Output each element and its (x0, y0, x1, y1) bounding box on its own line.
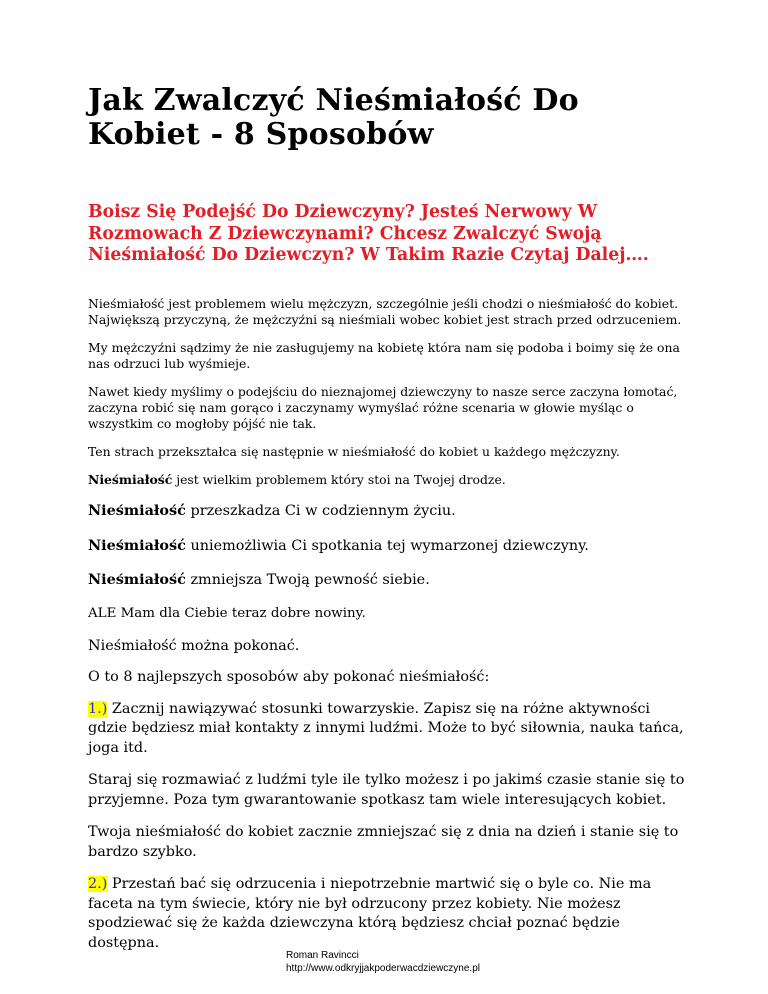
bold-term: Nieśmiałość (88, 502, 186, 519)
footer-url[interactable]: http://www.odkryjjakpoderwacdziewczyne.pl (286, 962, 480, 974)
bold-term: Nieśmiałość (88, 571, 186, 588)
paragraph-transform: Ten strach przekształca się następnie w nieśmiałość do kobiet u każdego mężczyzny. (88, 444, 620, 459)
document-title: Jak Zwalczyć Nieśmiałość Do Kobiet - 8 Sposobów (88, 83, 579, 152)
paragraph-intro: Nieśmiałość jest problemem wielu mężczyzn, szczególnie jeśli chodzi o nieśmiałość do kobiet. Największą przyczyną, że mężczyźni są nieśmiali wobec kobiet jest strach przed odrzuceniem. (88, 296, 682, 327)
paragraph-text: Przestań bać się odrzucenia i niepotrzebnie martwić się o byle co. Nie ma faceta na tym świecie, który nie był odrzucony przez kobiety. Nie możesz spodziewać się że każda dziewczyna którą będziesz chciał poznać będzie dostępna. (88, 876, 652, 951)
document-body (88, 296, 688, 953)
paragraph-eight-ways: O to 8 najlepszych sposobów aby pokonać nieśmiałość: (88, 669, 490, 685)
paragraph-step-2 (88, 875, 688, 953)
paragraph-fear: My mężczyźni sądzimy że nie zasługujemy na kobietę która nam się podoba i boimy się że ona nas odrzuci lub wyśmieje. (88, 340, 680, 371)
step-number-highlight: 2.) (88, 876, 108, 892)
bold-term: Nieśmiałość (88, 472, 173, 487)
page-footer (286, 950, 480, 975)
paragraph-talk: Staraj się rozmawiać z ludźmi tyle ile tylko możesz i po jakimś czasie stanie się to przyjemne. Poza tym gwarantowanie spotkasz tam wiele interesujących kobiet. (88, 772, 685, 808)
bold-term: Nieśmiałość (88, 536, 186, 554)
paragraph-can-beat: Nieśmiałość można pokonać. (88, 637, 300, 654)
paragraph-text: jest wielkim problemem który stoi na Twojej drodze. (172, 472, 506, 487)
paragraph-dream-girl (88, 536, 688, 557)
paragraph-text: zmniejsza Twoją pewność siebie. (185, 572, 430, 588)
paragraph-daily-life (88, 501, 688, 522)
footer-author: Roman Ravincci (286, 950, 359, 961)
paragraph-decrease: Twoja nieśmiałość do kobiet zacznie zmniejszać się z dnia na dzień i stanie się to bardzo szybko. (88, 824, 679, 860)
paragraph-text: uniemożliwia Ci spotkania tej wymarzonej dziewczyny. (185, 537, 589, 554)
step-number-highlight: 1.) (88, 700, 108, 717)
paragraph-heart: Nawet kiedy myślimy o podejściu do nieznajomej dziewczyny to nasze serce zaczyna łomotać, zaczyna robić się nam gorąco i zaczynamy wymyślać różne scenaria w głowie myśląc o wszystkim co mogłoby pójść nie tak. (88, 384, 678, 431)
paragraph-text: przeszkadza Ci w codziennym życiu. (185, 503, 456, 519)
document-subtitle: Boisz Się Podejść Do Dziewczyny? Jesteś Nerwowy W Rozmowach Z Dziewczynami? Chcesz Zwalczyć Swoją Nieśmiałość Do Dziewczyn? W Takim Razie Czytaj Dalej…. (88, 202, 649, 265)
paragraph-good-news: ALE Mam dla Ciebie teraz dobre nowiny. (88, 605, 366, 621)
paragraph-text: Zacznij nawiązywać stosunki towarzyskie. Zapisz się na różne aktywności gdzie będziesz miał kontakty z innymi ludźmi. Może to być siłownia, nauka tańca, joga itd. (88, 700, 684, 756)
paragraph-confidence (88, 570, 688, 591)
paragraph-problem (88, 472, 688, 488)
paragraph-step-1 (88, 700, 688, 759)
